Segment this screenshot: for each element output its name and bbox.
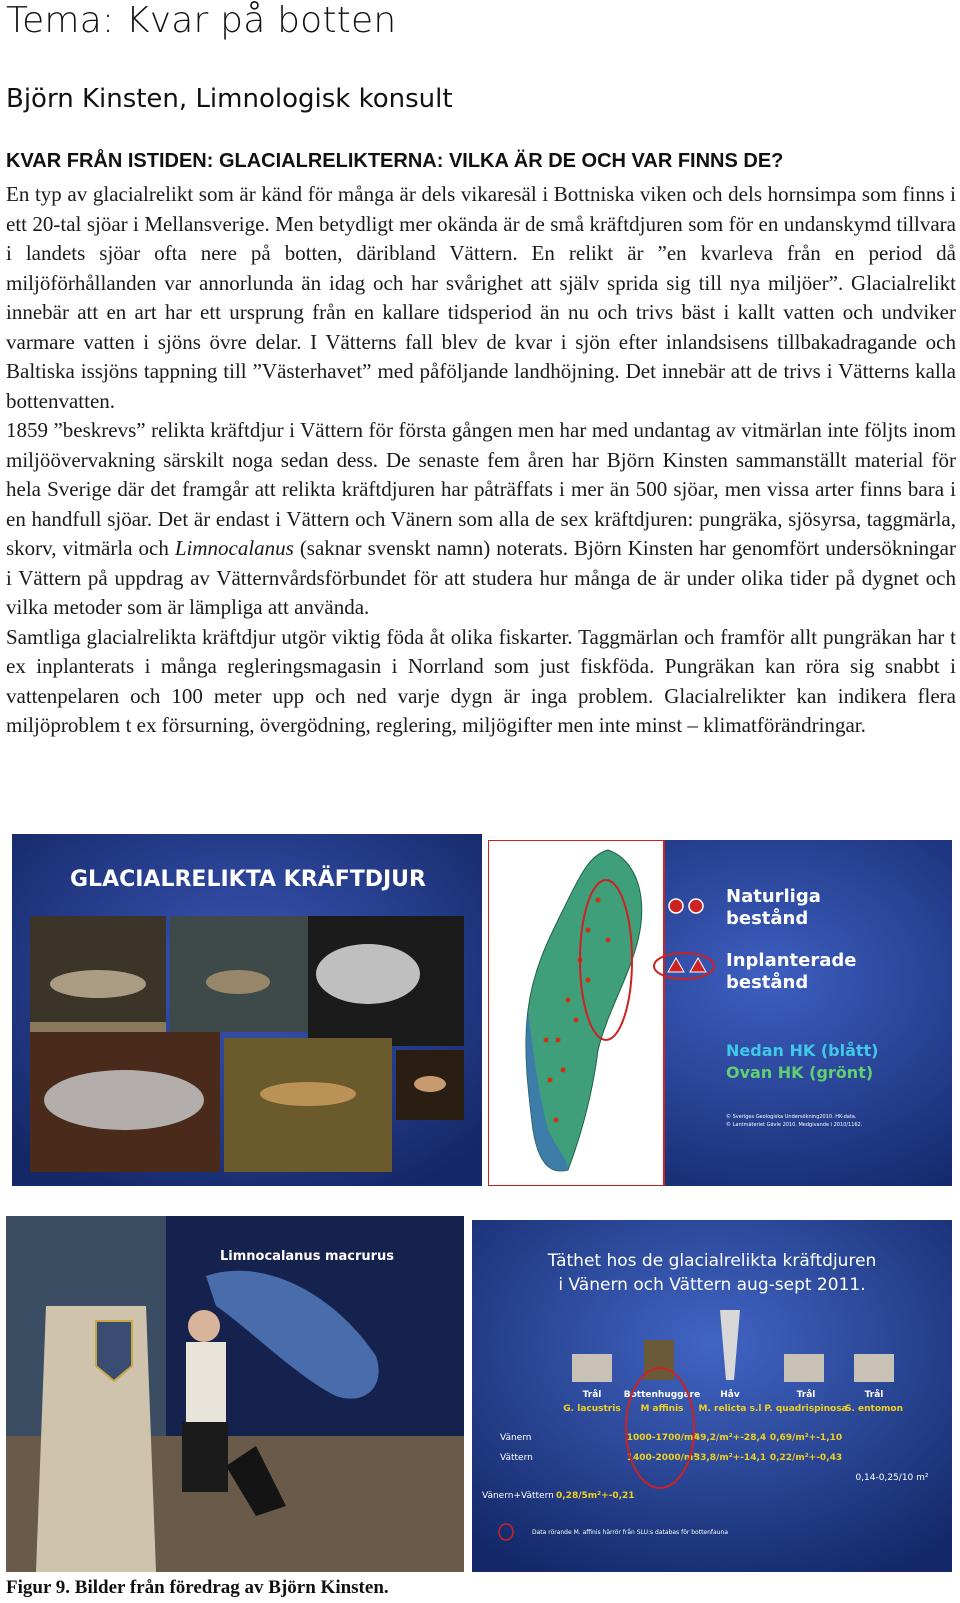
section-heading: KVAR FRÅN ISTIDEN: GLACIALRELIKTERNA: VILKA ÄR DE OCH VAR FINNS DE? bbox=[6, 150, 784, 172]
svg-text:© Lantmäteriet Gävle 2010. Med: © Lantmäteriet Gävle 2010. Medgivande i 2010/1162. bbox=[726, 1122, 863, 1128]
svg-text:0,22/m²+-0,43: 0,22/m²+-0,43 bbox=[769, 1453, 843, 1463]
svg-text:Trål: Trål bbox=[796, 1390, 816, 1400]
svg-text:33,8/m²+-14,1: 33,8/m²+-14,1 bbox=[693, 1453, 767, 1463]
italic-species: Limnocalanus bbox=[174, 536, 294, 560]
photo-lecture bbox=[6, 1216, 464, 1572]
svg-text:bestånd: bestånd bbox=[726, 908, 809, 929]
svg-text:Trål: Trål bbox=[582, 1390, 602, 1400]
svg-text:1400-2000/m²: 1400-2000/m² bbox=[626, 1453, 698, 1463]
svg-text:Bottenhuggare: Bottenhuggare bbox=[623, 1390, 701, 1400]
svg-text:Vättern: Vättern bbox=[500, 1453, 533, 1463]
speaker bbox=[188, 1310, 220, 1342]
svg-text:49,2/m²+-28,4: 49,2/m²+-28,4 bbox=[693, 1433, 767, 1443]
svg-text:1000-1700/m²: 1000-1700/m² bbox=[626, 1433, 698, 1443]
article-body bbox=[6, 180, 956, 741]
svg-text:© Sveriges Geologiska Undersök: © Sveriges Geologiska Undersökning2010. HK-data. bbox=[726, 1114, 857, 1120]
svg-text:0,28/5m²+-0,21: 0,28/5m²+-0,21 bbox=[556, 1491, 635, 1501]
svg-text:0,69/m²+-1,10: 0,69/m²+-1,10 bbox=[769, 1433, 843, 1443]
grab-sampler-icon bbox=[644, 1340, 674, 1380]
paragraph-3: Samtliga glacialrelikta kräftdjur utgör viktig föda åt olika fiskarter. Taggmärlan och framför allt pungräkan har t ex inplanterats i många regleringsmagasin i Norrland som just fiskföda. Pungräkan kan röra sig snabbt i vattenpelaren och 100 meter upp och ned varje dygn är inga problem. Glacialrelikter kan indikera flera miljöproblem t ex försurning, övergödning, reglering, miljögifter men inte minst – klimatförändringar. bbox=[6, 624, 956, 737]
svg-text:0,14-0,25/10 m²: 0,14-0,25/10 m² bbox=[855, 1473, 929, 1483]
author-line: Björn Kinsten, Limnologisk konsult bbox=[6, 84, 453, 114]
svg-text:Limnocalanus macrurus: Limnocalanus macrurus bbox=[220, 1249, 395, 1264]
svg-text:Naturliga: Naturliga bbox=[726, 886, 821, 907]
svg-text:G. lacustris: G. lacustris bbox=[563, 1404, 621, 1414]
legend-circle-icon bbox=[669, 899, 683, 913]
slide1-title: GLACIALRELIKTA KRÄFTDJUR bbox=[70, 867, 426, 892]
svg-text:M. relicta s.l: M. relicta s.l bbox=[698, 1404, 762, 1414]
slide-distribution-map bbox=[488, 840, 952, 1186]
svg-text:Håv: Håv bbox=[720, 1390, 740, 1400]
svg-text:i Vänern och Vättern aug-sept: i Vänern och Vättern aug-sept 2011. bbox=[558, 1275, 866, 1295]
svg-text:Täthet hos de glacialrelikta k: Täthet hos de glacialrelikta kräftdjuren bbox=[547, 1251, 877, 1271]
slide-density-table bbox=[472, 1220, 952, 1572]
trawl-icon bbox=[572, 1354, 612, 1382]
svg-text:Data rörande M. affinis härrör: Data rörande M. affinis härrör från SLU:s databas för bottenfauna bbox=[532, 1529, 728, 1536]
svg-text:Vänern+Vättern: Vänern+Vättern bbox=[482, 1491, 554, 1501]
svg-text:Trål: Trål bbox=[864, 1390, 884, 1400]
svg-text:Ovan HK (grönt): Ovan HK (grönt) bbox=[726, 1063, 874, 1082]
svg-text:M affinis: M affinis bbox=[640, 1404, 684, 1414]
slide-crustaceans bbox=[12, 834, 482, 1186]
svg-text:Inplanterade: Inplanterade bbox=[726, 950, 857, 971]
paragraph-1: En typ av glacialrelikt som är känd för många är dels vikaresäl i Bottniska viken och dels hornsimpa som finns i ett 20-tal sjöar i Mellansverige. Men betydligt mer okända är de små kräftdjuren som för en undanskymd tillvara i landets sjöar ofta nere på botten, däribland Vättern. En relikt är ”en kvarleva från en period då miljöförhållanden var annorlunda än idag och har svårighet att själv sprida sig till nya miljöer”. Glacialrelikt innebär att en art har ett ursprung från en kallare tidsperiod än nu och trivs bäst i kallt vatten och undviker varmare vatten i sjöns övre delar. I Vätterns fall blev de kvar i sjön efter inlandsisens tillbakadragande och Baltiska issjöns tappning till ”Västerhavet” med påföljande landhöjning. Det innebär att de trivs i Vätterns kalla bottenvatten. bbox=[6, 182, 956, 413]
svg-text:bestånd: bestånd bbox=[726, 972, 809, 993]
paragraph-2: 1859 ”beskrevs” relikta kräftdjur i Vättern för första gången men har med undantag av vitmärlan inte följts inom miljöövervakning särskilt noga sedan dess. De senaste fem åren har Björn Kinsten sammanställt material för hela Sverige där det framgår att relikta kräftdjuren har påträffats i mer än 500 sjöar, men vissa arter finns bara i en handfull sjöar. Det är endast i Vättern och Vänern som alla de sex kräftdjuren: pungräka, sjösyrsa, taggmärla, skorv, vitmärla och Limnocalanus (saknar svenskt namn) noterats. Björn Kinsten har genomfört undersökningar i Vättern på uppdrag av Vätternvårdsförbundet för att studera hur många de är under olika tider på dygnet och vilka metoder som är lämpliga att använda. bbox=[6, 418, 956, 619]
svg-text:P. quadrispinosa: P. quadrispinosa bbox=[764, 1404, 848, 1414]
svg-text:Vänern: Vänern bbox=[500, 1433, 532, 1443]
figure-caption: Figur 9. Bilder från föredrag av Björn Kinsten. bbox=[6, 1577, 389, 1598]
svg-text:S. entomon: S. entomon bbox=[845, 1404, 903, 1414]
svg-text:Nedan HK (blått): Nedan HK (blått) bbox=[726, 1041, 879, 1060]
page-title: Tema: Kvar på botten bbox=[6, 0, 397, 41]
